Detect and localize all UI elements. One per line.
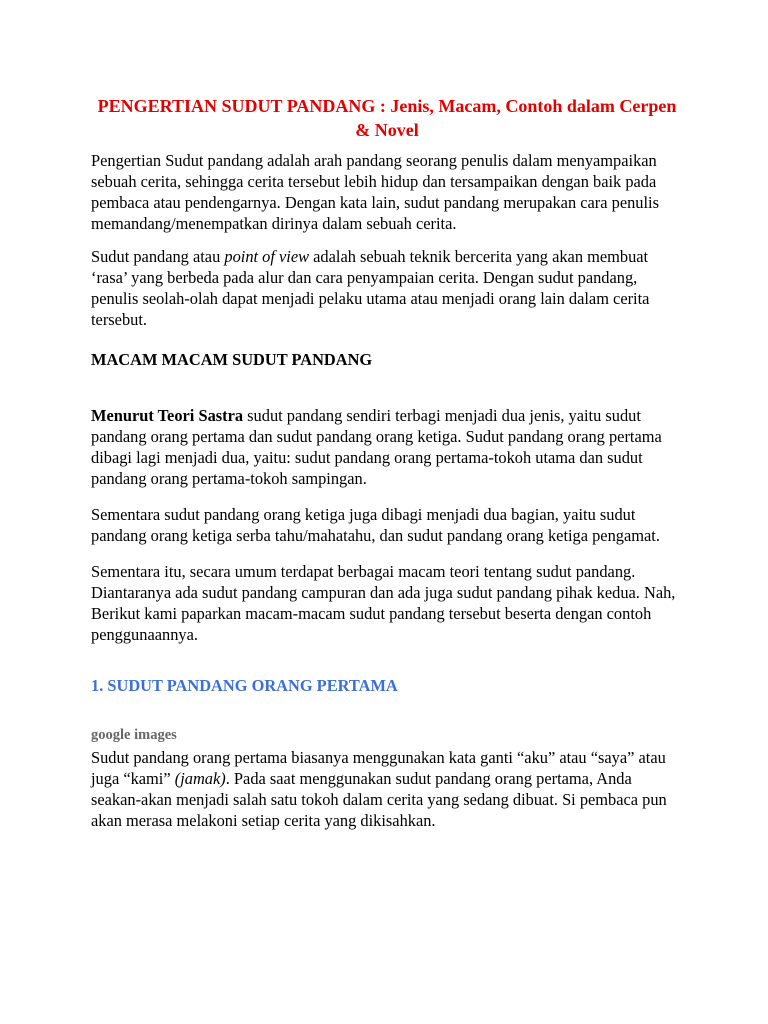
paragraph-teori-sastra [91, 405, 683, 489]
paragraph-definition: Pengertian Sudut pandang adalah arah pandang seorang penulis dalam menyampaikan sebuah cerita, sehingga cerita tersebut lebih hidup dan tersampaikan dengan baik pada pembaca atau pendengarnya. Dengan kata lain, sudut pandang merupakan cara penulis memandang/menempatkan dirinya dalam sebuah cerita. [91, 151, 659, 233]
paragraph-orang-pertama-text-before: Sudut pandang orang pertama biasanya menggunakan kata ganti “aku” atau “saya” atau juga “kami” [91, 748, 666, 788]
section-heading-orang-pertama: 1. SUDUT PANDANG ORANG PERTAMA [91, 676, 398, 695]
document-title: PENGERTIAN SUDUT PANDANG : Jenis, Macam, Contoh dalam Cerpen & Novel [97, 96, 677, 140]
paragraph-teori-sastra-text: sudut pandang sendiri terbagi menjadi dua jenis, yaitu sudut pandang orang pertama dan sudut pandang orang ketiga. Sudut pandang orang pertama dibagi lagi menjadi dua, yaitu: sudut pandang orang pertama-tokoh utama dan sudut pandang orang pertama-tokoh sampingan. [91, 406, 662, 488]
paragraph-point-of-view-text-after: adalah sebuah teknik bercerita yang akan membuat ‘rasa’ yang berbeda pada alur dan cara penyampaian cerita. Dengan sudut pandang, penulis seolah-olah dapat menjadi pelaku utama atau menjadi orang lain dalam cerita tersebut. [91, 247, 650, 329]
paragraph-orang-pertama [91, 747, 683, 831]
paragraph-teori-umum: Sementara itu, secara umum terdapat berbagai macam teori tentang sudut pandang. Diantaranya ada sudut pandang campuran dan ada juga sudut pandang pihak kedua. Nah, Berikut kami paparkan macam-macam sudut pandang tersebut beserta dengan contoh penggunaannya. [91, 562, 676, 644]
paragraph-point-of-view-text-before: Sudut pandang atau [91, 247, 225, 266]
paragraph-point-of-view [91, 246, 683, 330]
point-of-view-italic: point of view [224, 247, 310, 266]
jamak-italic: (jamak) [174, 769, 226, 788]
paragraph-orang-ketiga: Sementara sudut pandang orang ketiga juga dibagi menjadi dua bagian, yaitu sudut pandang orang ketiga serba tahu/mahatahu, dan sudut pandang orang ketiga pengamat. [91, 505, 660, 545]
teori-sastra-bold: Menurut Teori Sastra [91, 406, 244, 425]
paragraph-orang-pertama-text-after: . Pada saat menggunakan sudut pandang orang pertama, Anda seakan-akan menjadi salah satu tokoh dalam cerita yang sedang dibuat. Si pembaca pun akan merasa melakoni setiap cerita yang dikisahkan. [91, 769, 667, 830]
document-page [91, 94, 683, 831]
heading-macam-sudut-pandang: MACAM MACAM SUDUT PANDANG [91, 350, 373, 369]
image-caption: google images [91, 727, 177, 743]
